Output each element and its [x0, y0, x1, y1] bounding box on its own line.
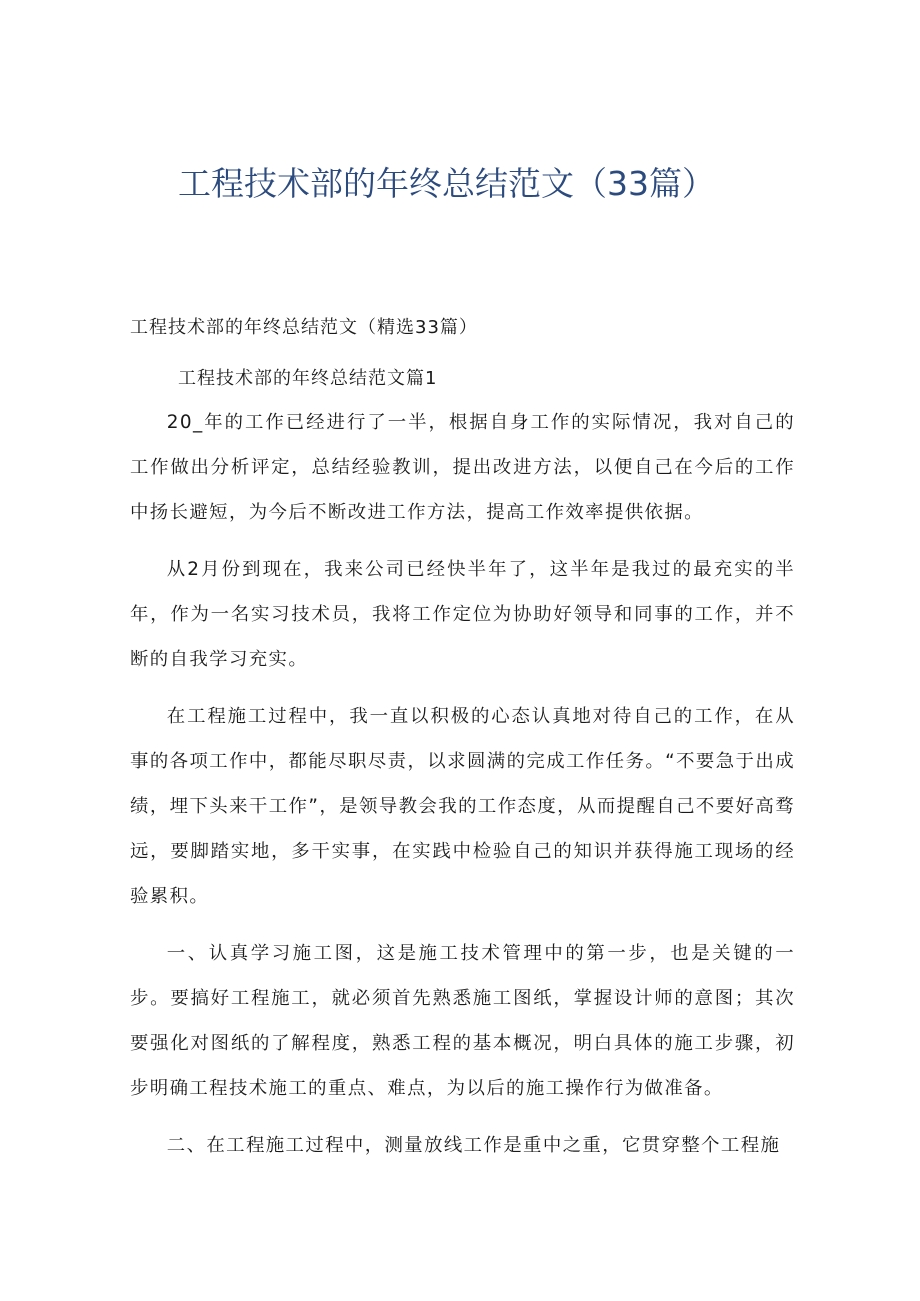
- section-heading: 工程技术部的年终总结范文篇1: [178, 368, 438, 389]
- paragraph: 在工程施工过程中，我一直以积极的心态认真地对待自己的工作，在从事的各项工作中，都能尽职尽责，以求圆满的完成工作任务。“不要急于出成绩，埋下头来干工作”，是领导教会我的工作态度，从而提醒自己不要好高骛远，要脚踏实地，多干实事，在实践中检验自己的知识并获得施工现场的经验累积。: [130, 706, 795, 907]
- paragraph: 20_年的工作已经进行了一半，根据自身工作的实际情况，我对自己的工作做出分析评定，总结经验教训，提出改进方法，以便自己在今后的工作中扬长避短，为今后不断改进工作方法，提高工作效率提供依据。: [130, 412, 795, 523]
- document-title: 工程技术部的年终总结范文（33篇）: [178, 164, 715, 203]
- paragraph: 从2月份到现在，我来公司已经快半年了，这半年是我过的最充实的半年，作为一名实习技术员，我将工作定位为协助好领导和同事的工作，并不断的自我学习充实。: [130, 559, 795, 670]
- body-text: [130, 400, 795, 1180]
- paragraph: 二、在工程施工过程中，测量放线工作是重中之重，它贯穿整个工程施: [166, 1135, 781, 1156]
- paragraph: 一、认真学习施工图，这是施工技术管理中的第一步，也是关键的一步。要搞好工程施工，就必须首先熟悉施工图纸，掌握设计师的意图；其次要强化对图纸的了解程度，熟悉工程的基本概况，明白具体的施工步骤，初步明确工程技术施工的重点、难点，为以后的施工操作行为做准备。: [130, 943, 795, 1099]
- document-subtitle: 工程技术部的年终总结范文（精选33篇）: [130, 317, 478, 338]
